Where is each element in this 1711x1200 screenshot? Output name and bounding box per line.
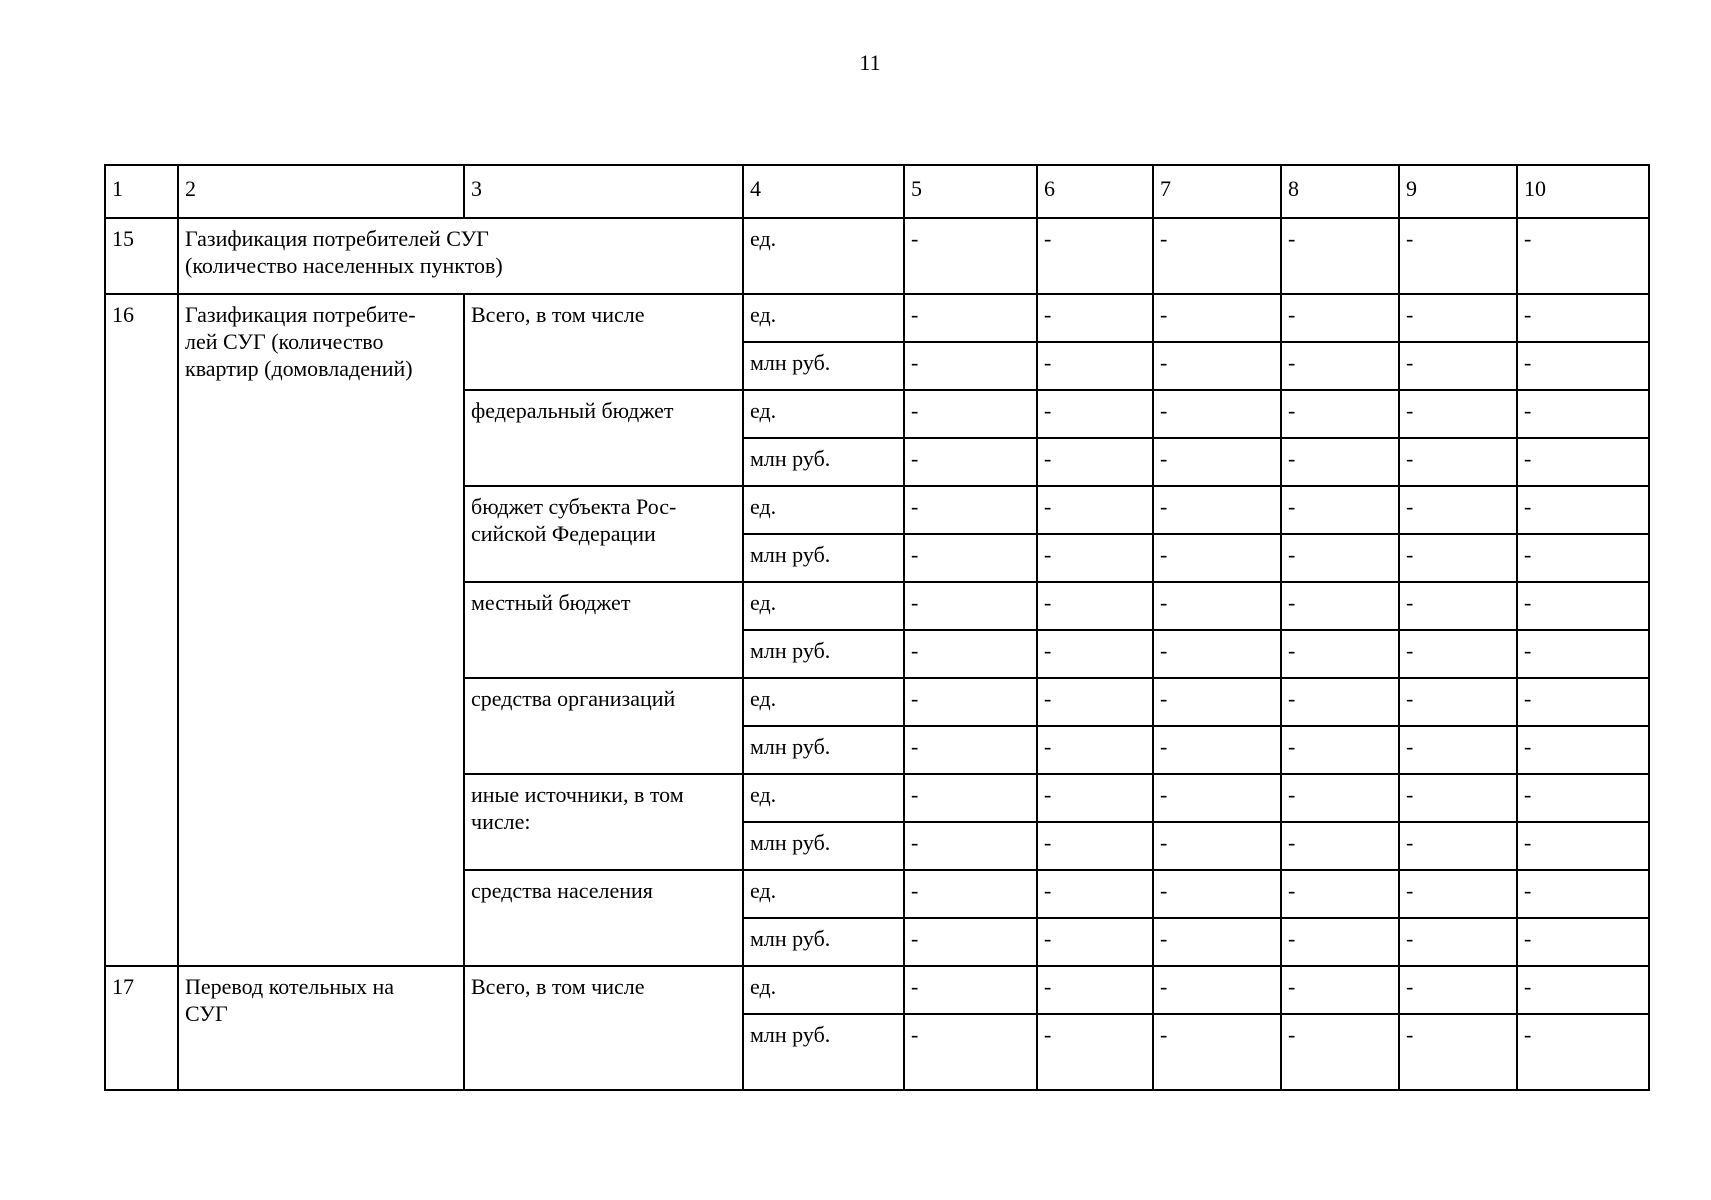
value-cell: - — [1281, 630, 1399, 678]
value-cell: - — [1517, 966, 1649, 1014]
value-cell: - — [1153, 582, 1281, 630]
value-cell: - — [1281, 822, 1399, 870]
funding-source: Всего, в том числе — [464, 966, 743, 1090]
value-cell: - — [1399, 218, 1517, 294]
funding-source — [464, 294, 743, 390]
value-cell: - — [904, 918, 1037, 966]
value-cell: - — [1517, 630, 1649, 678]
value-cell: - — [1153, 918, 1281, 966]
value-cell: - — [1517, 438, 1649, 486]
value-cell: - — [1399, 582, 1517, 630]
indicator-name-line: лей СУГ (количество — [185, 329, 384, 354]
funding-source-line: федеральный бюджет — [471, 398, 674, 423]
column-header-1: 1 — [105, 165, 178, 218]
value-cell: - — [1517, 342, 1649, 390]
value-cell: - — [1517, 774, 1649, 822]
value-cell: - — [1281, 678, 1399, 726]
value-cell: - — [904, 678, 1037, 726]
unit-cell: млн руб. — [743, 630, 904, 678]
value-cell: - — [904, 582, 1037, 630]
unit-cell: млн руб. — [743, 342, 904, 390]
value-cell: - — [1037, 870, 1153, 918]
value-cell: - — [1281, 486, 1399, 534]
unit-cell: ед. — [743, 294, 904, 342]
value-cell: - — [904, 486, 1037, 534]
value-cell: - — [1153, 726, 1281, 774]
row-number: 16 — [105, 294, 178, 966]
value-cell: - — [904, 534, 1037, 582]
value-cell: - — [1037, 486, 1153, 534]
funding-source-line: числе: — [471, 809, 531, 834]
value-cell: - — [1399, 342, 1517, 390]
unit-cell: ед. — [743, 218, 904, 294]
unit-cell: ед. — [743, 966, 904, 1014]
table-row-16-sub — [105, 294, 1649, 342]
indicator-name — [178, 218, 743, 294]
value-cell: - — [1037, 390, 1153, 438]
value-cell: - — [1281, 390, 1399, 438]
value-cell: - — [1399, 390, 1517, 438]
value-cell: - — [1281, 966, 1399, 1014]
value-cell: - — [1037, 294, 1153, 342]
value-cell: - — [904, 630, 1037, 678]
column-header-row — [105, 165, 1649, 218]
value-cell: - — [904, 294, 1037, 342]
value-cell: - — [1281, 1014, 1399, 1090]
value-cell: - — [904, 438, 1037, 486]
value-cell: - — [1281, 726, 1399, 774]
value-cell: - — [1281, 582, 1399, 630]
indicator-name-line: СУГ — [185, 1001, 228, 1026]
column-header-6: 6 — [1037, 165, 1153, 218]
value-cell: - — [1281, 534, 1399, 582]
value-cell: - — [1517, 294, 1649, 342]
value-cell: - — [1399, 534, 1517, 582]
value-cell: - — [1153, 218, 1281, 294]
value-cell: - — [1037, 534, 1153, 582]
unit-cell: млн руб. — [743, 534, 904, 582]
indicator-name — [178, 966, 464, 1090]
value-cell: - — [1399, 630, 1517, 678]
column-header-7: 7 — [1153, 165, 1281, 218]
funding-source-line: иные источники, в том — [471, 782, 684, 807]
column-header-9: 9 — [1399, 165, 1517, 218]
value-cell: - — [904, 966, 1037, 1014]
value-cell: - — [1037, 918, 1153, 966]
value-cell: - — [1153, 438, 1281, 486]
value-cell: - — [1517, 726, 1649, 774]
value-cell: - — [1517, 918, 1649, 966]
funding-source-line: бюджет субъекта Рос- — [471, 494, 677, 519]
value-cell: - — [904, 342, 1037, 390]
value-cell: - — [1153, 534, 1281, 582]
value-cell: - — [1153, 774, 1281, 822]
indicator-name-line: (количество населенных пунктов) — [185, 253, 503, 278]
value-cell: - — [1037, 218, 1153, 294]
value-cell: - — [1037, 438, 1153, 486]
value-cell: - — [1517, 534, 1649, 582]
value-cell: - — [1517, 1014, 1649, 1090]
value-cell: - — [1281, 342, 1399, 390]
funding-source — [464, 678, 743, 774]
funding-source — [464, 774, 743, 870]
value-cell: - — [904, 726, 1037, 774]
row-number: 15 — [105, 218, 178, 294]
value-cell: - — [1281, 294, 1399, 342]
value-cell: - — [1399, 726, 1517, 774]
value-cell: - — [1517, 678, 1649, 726]
value-cell: - — [1399, 486, 1517, 534]
value-cell: - — [1517, 870, 1649, 918]
value-cell: - — [1037, 342, 1153, 390]
value-cell: - — [1281, 438, 1399, 486]
value-cell: - — [1153, 1014, 1281, 1090]
funding-source — [464, 870, 743, 966]
value-cell: - — [1153, 294, 1281, 342]
value-cell: - — [1399, 822, 1517, 870]
column-header-2: 2 — [178, 165, 464, 218]
funding-source-line: местный бюджет — [471, 590, 631, 615]
unit-cell: ед. — [743, 774, 904, 822]
value-cell: - — [1399, 774, 1517, 822]
value-cell: - — [1399, 294, 1517, 342]
value-cell: - — [1153, 630, 1281, 678]
column-header-5: 5 — [904, 165, 1037, 218]
value-cell: - — [904, 1014, 1037, 1090]
unit-cell: ед. — [743, 390, 904, 438]
value-cell: - — [1399, 966, 1517, 1014]
value-cell: - — [904, 774, 1037, 822]
table-row-17 — [105, 966, 1649, 1014]
value-cell: - — [1399, 870, 1517, 918]
unit-cell: ед. — [743, 870, 904, 918]
funding-source — [464, 486, 743, 582]
value-cell: - — [1517, 218, 1649, 294]
indicator-name-line: Газификация потребителей СУГ — [185, 226, 489, 251]
value-cell: - — [1037, 678, 1153, 726]
value-cell: - — [1517, 822, 1649, 870]
funding-source — [464, 582, 743, 678]
funding-source-line: средства организаций — [471, 686, 676, 711]
unit-cell: млн руб. — [743, 822, 904, 870]
row-number: 17 — [105, 966, 178, 1090]
value-cell: - — [1153, 342, 1281, 390]
value-cell: - — [1517, 390, 1649, 438]
value-cell: - — [1399, 438, 1517, 486]
table-row-15 — [105, 218, 1649, 294]
page-number: 11 — [859, 50, 881, 75]
unit-cell: млн руб. — [743, 438, 904, 486]
value-cell: - — [1281, 218, 1399, 294]
unit-cell: ед. — [743, 486, 904, 534]
value-cell: - — [1517, 486, 1649, 534]
value-cell: - — [1399, 678, 1517, 726]
funding-source-line: сийской Федерации — [471, 521, 656, 546]
indicator-name-line: квартир (домовладений) — [185, 356, 413, 381]
value-cell: - — [1281, 870, 1399, 918]
value-cell: - — [1037, 582, 1153, 630]
value-cell: - — [1153, 486, 1281, 534]
value-cell: - — [1037, 822, 1153, 870]
value-cell: - — [904, 218, 1037, 294]
value-cell: - — [1399, 1014, 1517, 1090]
unit-cell: млн руб. — [743, 918, 904, 966]
value-cell: - — [1037, 966, 1153, 1014]
value-cell: - — [1399, 918, 1517, 966]
column-header-8: 8 — [1281, 165, 1399, 218]
value-cell: - — [1153, 966, 1281, 1014]
value-cell: - — [1517, 582, 1649, 630]
funding-source-line: Всего, в том числе — [471, 302, 645, 327]
value-cell: - — [1037, 630, 1153, 678]
value-cell: - — [1153, 390, 1281, 438]
value-cell: - — [1037, 726, 1153, 774]
column-header-4: 4 — [743, 165, 904, 218]
unit-cell: ед. — [743, 678, 904, 726]
column-header-10: 10 — [1517, 165, 1649, 218]
funding-table — [104, 164, 1650, 1091]
value-cell: - — [904, 390, 1037, 438]
unit-cell: млн руб. — [743, 726, 904, 774]
indicator-name-line: Газификация потребите- — [185, 302, 416, 327]
funding-source-line: средства населения — [471, 878, 653, 903]
unit-cell: млн руб. — [743, 1014, 904, 1090]
value-cell: - — [1153, 678, 1281, 726]
value-cell: - — [1281, 918, 1399, 966]
value-cell: - — [904, 870, 1037, 918]
column-header-3: 3 — [464, 165, 743, 218]
funding-source — [464, 390, 743, 486]
value-cell: - — [1153, 870, 1281, 918]
indicator-name-line: Перевод котельных на — [185, 974, 394, 999]
value-cell: - — [1037, 774, 1153, 822]
value-cell: - — [904, 822, 1037, 870]
unit-cell: ед. — [743, 582, 904, 630]
value-cell: - — [1281, 774, 1399, 822]
indicator-name — [178, 294, 464, 966]
value-cell: - — [1037, 1014, 1153, 1090]
value-cell: - — [1153, 822, 1281, 870]
